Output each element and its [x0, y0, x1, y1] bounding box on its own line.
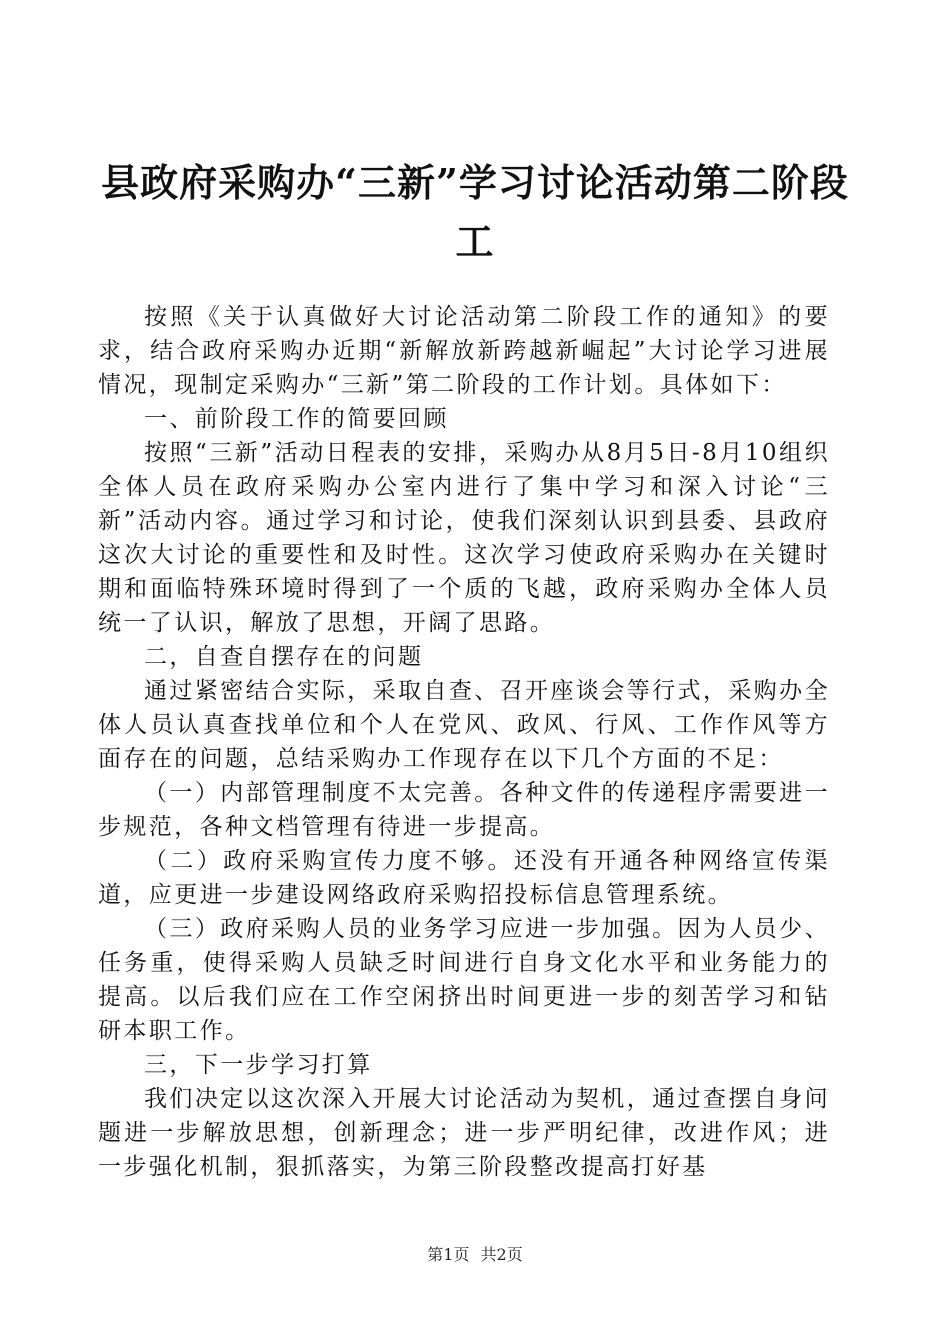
document-body — [98, 300, 830, 1184]
list-item: （二）政府采购宣传力度不够。还没有开通各种网络宣传渠道，应更进一步建设网络政府采购招投标信息管理系统。 — [98, 848, 830, 908]
page-total: 共2页 — [480, 1245, 523, 1264]
intro-paragraph: 按照《关于认真做好大讨论活动第二阶段工作的通知》的要求，结合政府采购办近期“新解放新跨越新崛起”大讨论学习进展情况，现制定采购办“三新”第二阶段的工作计划。具体如下： — [98, 304, 830, 398]
section-heading-2: 二，自查自摆存在的问题 — [144, 644, 424, 670]
document-title-continuation: 工 — [455, 219, 495, 264]
body-paragraph: 我们决定以这次深入开展大讨论活动为契机，通过查摆自身问题进一步解放思想，创新理念；进一步严明纪律，改进作风；进一步强化机制，狠抓落实，为第三阶段整改提高打好基 — [98, 1086, 830, 1180]
section-heading-1: 一、前阶段工作的简要回顾 — [144, 406, 449, 432]
body-paragraph: 按照“三新”活动日程表的安排，采购办从8月5日-8月10组织全体人员在政府采购办公室内进行了集中学习和深入讨论“三新”活动内容。通过学习和讨论，使我们深刻认识到县委、县政府这次大讨论的重要性和及时性。这次学习使政府采购办在关键时期和面临特殊环境时得到了一个质的飞越，政府采购办全体人员统一了认识，解放了思想，开阔了思路。 — [98, 440, 830, 636]
page-footer — [0, 1243, 950, 1267]
list-item: （三）政府采购人员的业务学习应进一步加强。因为人员少、任务重，使得采购人员缺乏时间进行自身文化水平和业务能力的提高。以后我们应在工作空闲挤出时间更进一步的刻苦学习和钻研本职工作。 — [98, 916, 830, 1044]
list-item: （一）内部管理制度不太完善。各种文件的传递程序需要进一步规范，各种文档管理有待进一步提高。 — [98, 780, 830, 840]
document-title: 县政府采购办“三新”学习讨论活动第二阶段 — [101, 160, 849, 205]
body-paragraph: 通过紧密结合实际，采取自查、召开座谈会等行式，采购办全体人员认真查找单位和个人在党风、政风、行风、工作作风等方面存在的问题，总结采购办工作现存在以下几个方面的不足： — [98, 678, 830, 772]
page-number: 第1页 — [427, 1245, 470, 1264]
section-heading-3: 三，下一步学习打算 — [144, 1052, 373, 1078]
